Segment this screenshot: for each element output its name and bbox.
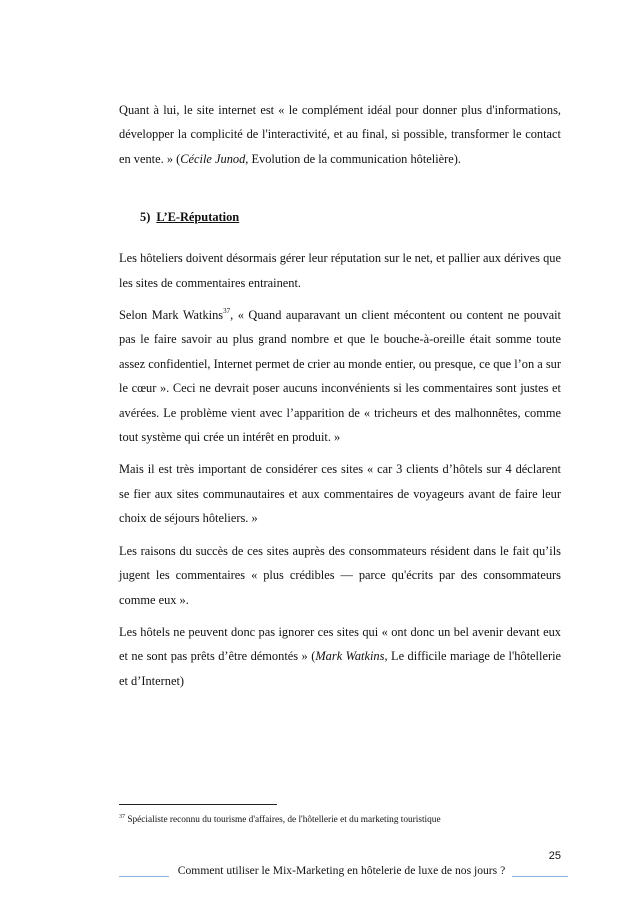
paragraph-importance: Mais il est très important de considérer ces sites « car 3 clients d’hôtels sur 4 déclarent se fier aux sites communautaires et aux commentaires de voyageurs avant de faire leur choix de séjours hôteliers. » xyxy=(119,462,561,526)
footer-rule-left xyxy=(119,876,169,877)
cited-author: Mark Watkins xyxy=(315,649,385,664)
paragraph-reputation: Les hôteliers doivent désormais gérer leur réputation sur le net, et pallier aux dérives que les sites de commentaires entrainent. xyxy=(119,251,561,290)
page-body xyxy=(119,98,561,701)
page-number: 25 xyxy=(548,850,561,862)
cited-author: Cécile Junod xyxy=(180,151,246,166)
footnote-text: Spécialiste reconnu du tourisme d'affaires, de l'hôtellerie et du marketing touristique xyxy=(127,815,441,825)
section-heading xyxy=(140,207,561,227)
footer-rule-right xyxy=(512,876,568,877)
footnote-separator xyxy=(119,804,277,805)
paragraph-reasons: Les raisons du succès de ces sites auprès des consommateurs résident dans le fait qu’ils jugent les commentaires « plus crédibles — parce qu'écrits par des consommateurs comme eux ». xyxy=(119,543,561,607)
footnote-reference: 37 xyxy=(223,307,231,316)
paragraph-text: Quant à lui, le site internet est « le complément idéal pour donner plus d'informations, développer la complicité de l'interactivité, et au final, si possible, transformer le contact en vente. » ( xyxy=(119,103,561,166)
paragraph-intro xyxy=(119,98,561,171)
paragraph-text: Selon Mark Watkins xyxy=(119,308,224,323)
paragraph-text: , « Quand auparavant un client mécontent ou content ne pouvait pas le faire savoir au plus grand nombre et que le bouche-à-oreille était somme toute assez confidentiel, Internet permet de crier au monde entier, ou presque, ce que l’on a sur le cœur ». Ceci ne devrait poser aucuns inconvénients si les commentaires sont justes et avérées. Le problème vient avec l’apparition de « tricheurs et des malhonnêtes, comme tout système qui crée un intérêt en produit. » xyxy=(119,308,561,445)
section-number: 5) xyxy=(140,210,151,225)
paragraph-watkins-quote xyxy=(119,303,561,449)
footnote-number: 37 xyxy=(119,814,125,820)
footnote xyxy=(119,814,579,826)
paragraph-conclusion xyxy=(119,620,561,693)
section-title: L’E-Réputation xyxy=(156,210,240,225)
paragraph-text: , Le difficile mariage de l'hôtellerie et d’Internet) xyxy=(119,649,562,688)
running-footer: Comment utiliser le Mix-Marketing en hôtelerie de luxe de nos jours ? xyxy=(177,864,506,877)
paragraph-text: , Evolution de la communication hôtelière). xyxy=(245,151,462,166)
paragraph-text: Les hôtels ne peuvent donc pas ignorer ces sites qui « ont donc un bel avenir devant eux et ne sont pas prêts d’être démontés » ( xyxy=(119,624,561,664)
